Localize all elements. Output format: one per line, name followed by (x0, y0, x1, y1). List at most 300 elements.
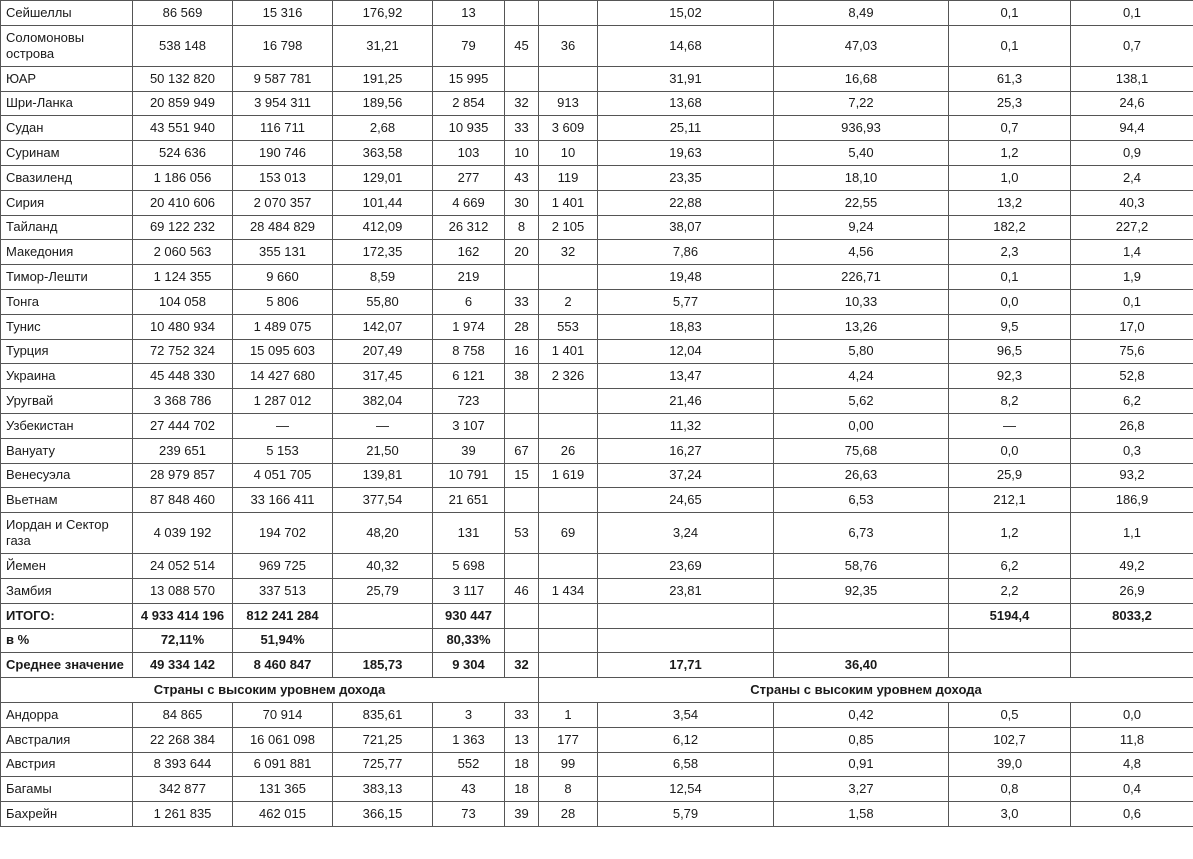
table-cell-col6: 1 401 (539, 190, 598, 215)
table-cell-col9: 61,3 (949, 66, 1071, 91)
table-cell-col7: 12,54 (598, 777, 774, 802)
table-cell-col3 (333, 603, 433, 628)
table-cell-col7: 3,54 (598, 702, 774, 727)
table-row (1, 339, 1193, 364)
country-name-cell: Тимор-Лешти (1, 265, 133, 290)
table-cell-col7: 23,81 (598, 578, 774, 603)
table-cell-col8: 18,10 (774, 165, 949, 190)
table-cell-col4: 2 854 (433, 91, 505, 116)
table-cell-col5 (505, 413, 539, 438)
table-cell-col4: 80,33% (433, 628, 505, 653)
table-cell-col10: 138,1 (1071, 66, 1193, 91)
table-cell-col1: 13 088 570 (133, 578, 233, 603)
table-cell-col1: 28 979 857 (133, 463, 233, 488)
table-cell-col7: 16,27 (598, 438, 774, 463)
table-cell-col9 (949, 653, 1071, 678)
table-cell-col8: 0,42 (774, 702, 949, 727)
table-row (1, 289, 1193, 314)
table-cell-col4: 43 (433, 777, 505, 802)
table-cell-col9: 92,3 (949, 364, 1071, 389)
table-cell-col7: 12,04 (598, 339, 774, 364)
country-name-cell: ИТОГО: (1, 603, 133, 628)
table-cell-col6: 3 609 (539, 116, 598, 141)
table-cell-col9: 39,0 (949, 752, 1071, 777)
table-cell-col1: 50 132 820 (133, 66, 233, 91)
table-cell-col2: 51,94% (233, 628, 333, 653)
table-cell-col10: 40,3 (1071, 190, 1193, 215)
table-cell-col7: 19,63 (598, 141, 774, 166)
table-row (1, 265, 1193, 290)
table-cell-col9: 1,0 (949, 165, 1071, 190)
table-cell-col3: 721,25 (333, 727, 433, 752)
table-cell-col10: 0,1 (1071, 289, 1193, 314)
table-cell-col4: 4 669 (433, 190, 505, 215)
table-cell-col2: 5 806 (233, 289, 333, 314)
table-cell-col2: 70 914 (233, 702, 333, 727)
table-cell-col10: 2,4 (1071, 165, 1193, 190)
table-cell-col7 (598, 628, 774, 653)
table-row (1, 413, 1193, 438)
table-cell-col2: 15 095 603 (233, 339, 333, 364)
table-cell-col8: 5,80 (774, 339, 949, 364)
table-cell-col3: 835,61 (333, 702, 433, 727)
table-cell-col5: 38 (505, 364, 539, 389)
table-cell-col1: 72 752 324 (133, 339, 233, 364)
table-cell-col10: 52,8 (1071, 364, 1193, 389)
table-cell-col6: 26 (539, 438, 598, 463)
table-cell-col10: 0,4 (1071, 777, 1193, 802)
table-cell-col7: 6,12 (598, 727, 774, 752)
table-cell-col4: 162 (433, 240, 505, 265)
table-cell-col10: 0,0 (1071, 702, 1193, 727)
table-cell-col1: 24 052 514 (133, 554, 233, 579)
table-cell-col6: 1 619 (539, 463, 598, 488)
table-cell-col6 (539, 628, 598, 653)
section-title-right: Страны с высоким уровнем дохода (539, 678, 1193, 703)
table-cell-col5: 46 (505, 578, 539, 603)
table-row (1, 141, 1193, 166)
table-cell-col1: 4 039 192 (133, 513, 233, 554)
table-cell-col2: 190 746 (233, 141, 333, 166)
table-cell-col8: 75,68 (774, 438, 949, 463)
table-cell-col5 (505, 1, 539, 26)
table-cell-col2: 9 587 781 (233, 66, 333, 91)
table-cell-col2: 4 051 705 (233, 463, 333, 488)
table-cell-col8: 4,24 (774, 364, 949, 389)
table-cell-col6: 1 (539, 702, 598, 727)
table-cell-col8: 16,68 (774, 66, 949, 91)
table-cell-col6 (539, 66, 598, 91)
table-cell-col9: 0,0 (949, 289, 1071, 314)
table-cell-col4: 21 651 (433, 488, 505, 513)
table-cell-col8: 0,91 (774, 752, 949, 777)
country-name-cell: Уругвай (1, 389, 133, 414)
table-cell-col1: 20 410 606 (133, 190, 233, 215)
table-cell-col6 (539, 488, 598, 513)
table-cell-col5: 8 (505, 215, 539, 240)
table-cell-col4: 15 995 (433, 66, 505, 91)
table-cell-col1: 1 124 355 (133, 265, 233, 290)
country-name-cell: Австралия (1, 727, 133, 752)
table-cell-col2: 5 153 (233, 438, 333, 463)
table-cell-col7: 13,68 (598, 91, 774, 116)
table-cell-col3: 101,44 (333, 190, 433, 215)
table-cell-col4: 6 (433, 289, 505, 314)
table-cell-col4: 1 974 (433, 314, 505, 339)
country-name-cell: Шри-Ланка (1, 91, 133, 116)
table-cell-col4: 79 (433, 25, 505, 66)
country-name-cell: Судан (1, 116, 133, 141)
table-cell-col10: 11,8 (1071, 727, 1193, 752)
table-cell-col2: 16 798 (233, 25, 333, 66)
table-cell-col9: 2,3 (949, 240, 1071, 265)
country-name-cell: Украина (1, 364, 133, 389)
table-cell-col2: 194 702 (233, 513, 333, 554)
table-cell-col1: 10 480 934 (133, 314, 233, 339)
table-cell-col10: 24,6 (1071, 91, 1193, 116)
table-cell-col6 (539, 1, 598, 26)
table-cell-col5: 10 (505, 141, 539, 166)
table-cell-col5: 30 (505, 190, 539, 215)
table-cell-col6: 99 (539, 752, 598, 777)
table-cell-col9: 25,3 (949, 91, 1071, 116)
table-cell-col2: 15 316 (233, 1, 333, 26)
table-cell-col6 (539, 265, 598, 290)
country-name-cell: Австрия (1, 752, 133, 777)
country-name-cell: Венесуэла (1, 463, 133, 488)
table-cell-col9: 96,5 (949, 339, 1071, 364)
table-cell-col8: 36,40 (774, 653, 949, 678)
table-cell-col3: — (333, 413, 433, 438)
table-cell-col2: 355 131 (233, 240, 333, 265)
table-cell-col1: 49 334 142 (133, 653, 233, 678)
table-cell-col9: 13,2 (949, 190, 1071, 215)
table-cell-col7: 13,47 (598, 364, 774, 389)
table-cell-col6: 28 (539, 802, 598, 827)
table-cell-col4: 8 758 (433, 339, 505, 364)
table-cell-col5: 43 (505, 165, 539, 190)
table-cell-col5: 33 (505, 289, 539, 314)
table-cell-col4: 26 312 (433, 215, 505, 240)
table-row (1, 603, 1193, 628)
table-row (1, 66, 1193, 91)
table-row (1, 702, 1193, 727)
country-name-cell: ЮАР (1, 66, 133, 91)
table-cell-col7: 22,88 (598, 190, 774, 215)
table-cell-col6 (539, 389, 598, 414)
table-cell-col7: 11,32 (598, 413, 774, 438)
table-cell-col8: 5,62 (774, 389, 949, 414)
table-cell-col2: 2 070 357 (233, 190, 333, 215)
table-cell-col9: 3,0 (949, 802, 1071, 827)
table-section-header (1, 678, 1193, 703)
table-cell-col5 (505, 66, 539, 91)
table-body-bottom (1, 702, 1193, 826)
table-cell-col9: 0,0 (949, 438, 1071, 463)
table-cell-col10: 94,4 (1071, 116, 1193, 141)
table-cell-col5: 32 (505, 91, 539, 116)
table-cell-col9: — (949, 413, 1071, 438)
table-cell-col2: 116 711 (233, 116, 333, 141)
table-cell-col4: 9 304 (433, 653, 505, 678)
table-cell-col1: 72,11% (133, 628, 233, 653)
country-name-cell: Соломоновы острова (1, 25, 133, 66)
table-cell-col7: 38,07 (598, 215, 774, 240)
table-cell-col9: 1,2 (949, 513, 1071, 554)
table-cell-col10: 0,7 (1071, 25, 1193, 66)
table-cell-col8: 58,76 (774, 554, 949, 579)
country-name-cell: Бахрейн (1, 802, 133, 827)
table-cell-col10: 0,1 (1071, 1, 1193, 26)
table-cell-col5: 33 (505, 702, 539, 727)
table-row (1, 91, 1193, 116)
table-cell-col10: 0,9 (1071, 141, 1193, 166)
table-cell-col8: 22,55 (774, 190, 949, 215)
table-cell-col6: 10 (539, 141, 598, 166)
table-cell-col1: 69 122 232 (133, 215, 233, 240)
table-row (1, 215, 1193, 240)
table-cell-col10: 93,2 (1071, 463, 1193, 488)
table-cell-col1: 86 569 (133, 1, 233, 26)
table-cell-col6: 553 (539, 314, 598, 339)
table-cell-col8: 3,27 (774, 777, 949, 802)
table-cell-col3: 21,50 (333, 438, 433, 463)
table-cell-col5: 33 (505, 116, 539, 141)
table-cell-col7: 5,79 (598, 802, 774, 827)
table-cell-col3: 382,04 (333, 389, 433, 414)
country-name-cell: Йемен (1, 554, 133, 579)
table-cell-col10: 49,2 (1071, 554, 1193, 579)
table-row (1, 165, 1193, 190)
table-cell-col9: 102,7 (949, 727, 1071, 752)
table-cell-col6: 36 (539, 25, 598, 66)
table-cell-col1: 239 651 (133, 438, 233, 463)
table-cell-col7: 7,86 (598, 240, 774, 265)
table-cell-col5: 18 (505, 777, 539, 802)
table-cell-col3: 377,54 (333, 488, 433, 513)
table-cell-col10: 17,0 (1071, 314, 1193, 339)
table-cell-col6: 913 (539, 91, 598, 116)
table-cell-col9: 0,5 (949, 702, 1071, 727)
table-cell-col6 (539, 413, 598, 438)
table-cell-col10 (1071, 628, 1193, 653)
table-row (1, 578, 1193, 603)
table-cell-col1: 22 268 384 (133, 727, 233, 752)
table-cell-col8: 4,56 (774, 240, 949, 265)
table-cell-col3: 142,07 (333, 314, 433, 339)
table-cell-col5: 28 (505, 314, 539, 339)
table-cell-col7: 14,68 (598, 25, 774, 66)
table-cell-col3: 40,32 (333, 554, 433, 579)
country-name-cell: Суринам (1, 141, 133, 166)
country-name-cell: Узбекистан (1, 413, 133, 438)
table-cell-col3: 207,49 (333, 339, 433, 364)
table-cell-col8: 26,63 (774, 463, 949, 488)
table-cell-col8: 226,71 (774, 265, 949, 290)
table-cell-col6: 8 (539, 777, 598, 802)
table-cell-col2: 3 954 311 (233, 91, 333, 116)
table-cell-col7: 21,46 (598, 389, 774, 414)
table-cell-col7: 6,58 (598, 752, 774, 777)
country-name-cell: Вьетнам (1, 488, 133, 513)
table-cell-col9: 1,2 (949, 141, 1071, 166)
table-cell-col3: 176,92 (333, 1, 433, 26)
table-cell-col10: 75,6 (1071, 339, 1193, 364)
table-cell-col9: 9,5 (949, 314, 1071, 339)
table-cell-col3: 172,35 (333, 240, 433, 265)
table-cell-col5: 20 (505, 240, 539, 265)
table-cell-col7: 23,69 (598, 554, 774, 579)
table-cell-col8: 6,73 (774, 513, 949, 554)
table-cell-col9: 6,2 (949, 554, 1071, 579)
table-cell-col3: 189,56 (333, 91, 433, 116)
table-cell-col2: 153 013 (233, 165, 333, 190)
table-row (1, 488, 1193, 513)
table-row (1, 752, 1193, 777)
table-row (1, 1, 1193, 26)
table-cell-col7: 25,11 (598, 116, 774, 141)
table-cell-col6: 119 (539, 165, 598, 190)
table-cell-col4: 5 698 (433, 554, 505, 579)
table-cell-col2: 16 061 098 (233, 727, 333, 752)
table-cell-col1: 8 393 644 (133, 752, 233, 777)
table-cell-col8 (774, 603, 949, 628)
table-cell-col8: 1,58 (774, 802, 949, 827)
table-cell-col5: 67 (505, 438, 539, 463)
table-row (1, 389, 1193, 414)
table-cell-col2: 337 513 (233, 578, 333, 603)
table-row (1, 802, 1193, 827)
table-cell-col7: 18,83 (598, 314, 774, 339)
table-cell-col10: 1,4 (1071, 240, 1193, 265)
country-name-cell: Тонга (1, 289, 133, 314)
table-cell-col2: 33 166 411 (233, 488, 333, 513)
table-cell-col8: 0,00 (774, 413, 949, 438)
table-cell-col5 (505, 389, 539, 414)
table-cell-col3: 191,25 (333, 66, 433, 91)
table-cell-col7: 17,71 (598, 653, 774, 678)
table-cell-col7: 37,24 (598, 463, 774, 488)
table-cell-col3: 366,15 (333, 802, 433, 827)
table-cell-col2: — (233, 413, 333, 438)
table-cell-col1: 27 444 702 (133, 413, 233, 438)
table-cell-col6: 2 105 (539, 215, 598, 240)
table-cell-col5 (505, 488, 539, 513)
table-cell-col8: 7,22 (774, 91, 949, 116)
table-cell-col9: 212,1 (949, 488, 1071, 513)
table-cell-col4: 552 (433, 752, 505, 777)
table-cell-col4: 73 (433, 802, 505, 827)
table-cell-col2: 14 427 680 (233, 364, 333, 389)
table-cell-col5: 15 (505, 463, 539, 488)
table-cell-col3: 8,59 (333, 265, 433, 290)
table-row (1, 314, 1193, 339)
section-row (1, 678, 1193, 703)
table-cell-col8: 10,33 (774, 289, 949, 314)
table-cell-col3: 185,73 (333, 653, 433, 678)
table-cell-col2: 28 484 829 (233, 215, 333, 240)
country-name-cell: Вануату (1, 438, 133, 463)
table-cell-col5 (505, 603, 539, 628)
table-cell-col1: 342 877 (133, 777, 233, 802)
table-cell-col10 (1071, 653, 1193, 678)
table-cell-col2: 131 365 (233, 777, 333, 802)
table-cell-col9: 0,1 (949, 265, 1071, 290)
table-cell-col6: 2 (539, 289, 598, 314)
table-cell-col6 (539, 653, 598, 678)
table-cell-col8: 9,24 (774, 215, 949, 240)
table-cell-col6: 69 (539, 513, 598, 554)
section-title-left: Страны с высоким уровнем дохода (1, 678, 539, 703)
table-cell-col4: 219 (433, 265, 505, 290)
table-cell-col2: 1 287 012 (233, 389, 333, 414)
table-cell-col9: 25,9 (949, 463, 1071, 488)
table-cell-col4: 3 107 (433, 413, 505, 438)
table-cell-col5: 18 (505, 752, 539, 777)
table-cell-col2: 8 460 847 (233, 653, 333, 678)
table-cell-col2: 6 091 881 (233, 752, 333, 777)
table-row (1, 777, 1193, 802)
table-cell-col5 (505, 554, 539, 579)
table-cell-col9: 182,2 (949, 215, 1071, 240)
table-cell-col9: 2,2 (949, 578, 1071, 603)
table-cell-col3: 363,58 (333, 141, 433, 166)
table-cell-col9: 0,1 (949, 25, 1071, 66)
table-cell-col6: 1 434 (539, 578, 598, 603)
table-cell-col1: 2 060 563 (133, 240, 233, 265)
table-cell-col1: 45 448 330 (133, 364, 233, 389)
table-cell-col3: 129,01 (333, 165, 433, 190)
table-cell-col7 (598, 603, 774, 628)
table-cell-col6: 32 (539, 240, 598, 265)
table-cell-col9: 0,8 (949, 777, 1071, 802)
table-cell-col3: 317,45 (333, 364, 433, 389)
country-name-cell: Тунис (1, 314, 133, 339)
table-cell-col1: 87 848 460 (133, 488, 233, 513)
country-name-cell: Багамы (1, 777, 133, 802)
table-cell-col4: 13 (433, 1, 505, 26)
table-cell-col5: 16 (505, 339, 539, 364)
country-name-cell: Свазиленд (1, 165, 133, 190)
table-cell-col5: 39 (505, 802, 539, 827)
table-cell-col4: 10 791 (433, 463, 505, 488)
table-cell-col10: 1,9 (1071, 265, 1193, 290)
table-cell-col1: 84 865 (133, 702, 233, 727)
table-cell-col3 (333, 628, 433, 653)
table-row (1, 513, 1193, 554)
table-cell-col1: 1 261 835 (133, 802, 233, 827)
table-cell-col8: 0,85 (774, 727, 949, 752)
country-name-cell: Тайланд (1, 215, 133, 240)
table-row (1, 364, 1193, 389)
table-cell-col10: 4,8 (1071, 752, 1193, 777)
table-cell-col3: 31,21 (333, 25, 433, 66)
table-cell-col3: 412,09 (333, 215, 433, 240)
table-row (1, 190, 1193, 215)
table-cell-col10: 26,9 (1071, 578, 1193, 603)
table-cell-col8 (774, 628, 949, 653)
country-name-cell: Иордан и Сектор газа (1, 513, 133, 554)
table-cell-col8: 936,93 (774, 116, 949, 141)
table-cell-col7: 5,77 (598, 289, 774, 314)
country-name-cell: Сейшеллы (1, 1, 133, 26)
country-name-cell: Замбия (1, 578, 133, 603)
table-cell-col3: 2,68 (333, 116, 433, 141)
country-name-cell: Сирия (1, 190, 133, 215)
table-row (1, 463, 1193, 488)
table-cell-col8: 8,49 (774, 1, 949, 26)
table-cell-col1: 538 148 (133, 25, 233, 66)
